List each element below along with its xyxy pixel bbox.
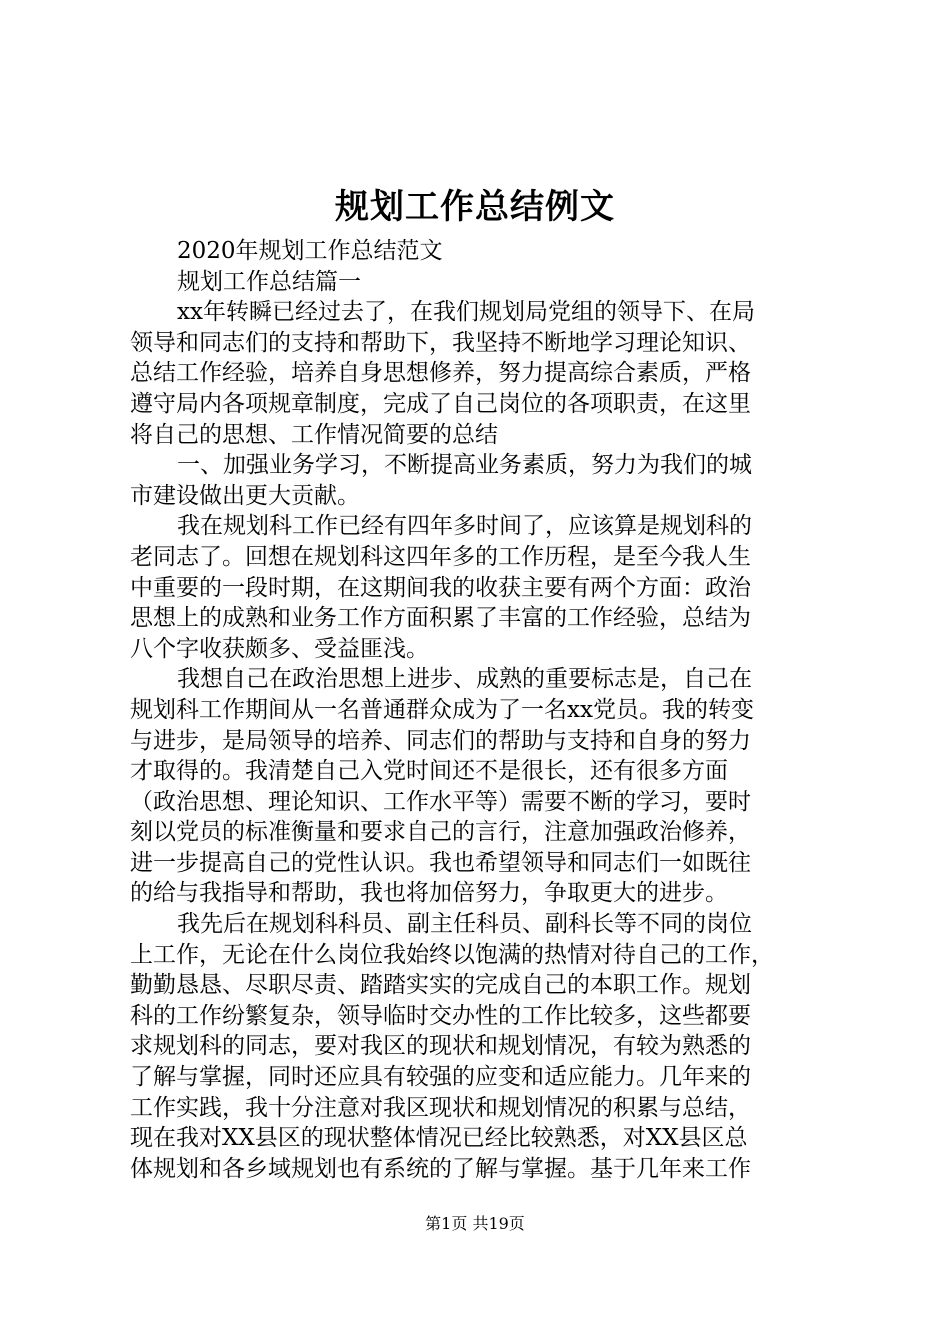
body-line: 老同志了。回想在规划科这四年多的工作历程，是至今我人生 [130,543,751,570]
body-line: xx年转瞬已经过去了，在我们规划局党组的领导下、在局 [177,299,755,326]
body-line: 中重要的一段时期，在这期间我的收获主要有两个方面：政治 [130,574,751,601]
body-line: 八个字收获颇多、受益匪浅。 [130,635,429,662]
body-line: 一、加强业务学习，不断提高业务素质，努力为我们的城 [177,452,752,479]
body-line: 进一步提高自己的党性认识。我也希望领导和同志们一如既往 [130,849,751,876]
document-title: 规划工作总结例文 [335,187,615,227]
body-line: 体规划和各乡域规划也有系统的了解与掌握。基于几年来工作 [130,1155,751,1182]
body-line: 才取得的。我清楚自己入党时间还不是很长，还有很多方面 [130,758,728,785]
page-footer: 第1页 共19页 [425,1214,525,1233]
body-line: 工作实践，我十分注意对我区现状和规划情况的积累与总结， [130,1094,751,1121]
body-line: 规划科工作期间从一名普通群众成为了一名xx党员。我的转变 [130,696,754,723]
body-line: 科的工作纷繁复杂，领导临时交办性的工作比较多，这些都要 [130,1002,751,1029]
body-line: 刻以党员的标准衡量和要求自己的言行，注意加强政治修养， [130,819,751,846]
body-line: 遵守局内各项规章制度，完成了自己岗位的各项职责，在这里 [130,390,751,417]
body-line: （政治思想、理论知识、工作水平等）需要不断的学习，要时 [130,788,751,815]
body-line: 市建设做出更大贡献。 [130,482,360,509]
body-line: 领导和同志们的支持和帮助下，我坚持不断地学习理论知识、 [130,329,751,356]
body-line: 规划工作总结篇一 [177,268,361,295]
body-line: 我先后在规划科科员、副主任科员、副科长等不同的岗位 [177,911,752,938]
body-line: 现在我对XX县区的现状整体情况已经比较熟悉，对XX县区总 [130,1125,748,1152]
body-line: 求规划科的同志，要对我区的现状和规划情况，有较为熟悉的 [130,1033,751,1060]
body-line: 总结工作经验，培养自身思想修养，努力提高综合素质，严格 [130,360,751,387]
body-line: 将自己的思想、工作情况简要的总结 [130,421,498,448]
body-line: 与进步，是局领导的培养、同志们的帮助与支持和自身的努力 [130,727,751,754]
body-line: 勤勤恳恳、尽职尽责、踏踏实实的完成自己的本职工作。规划 [130,972,751,999]
body-line: 的给与我指导和帮助，我也将加倍努力，争取更大的进步。 [130,880,728,907]
body-line: 了解与掌握，同时还应具有较强的应变和适应能力。几年来的 [130,1064,751,1091]
document-body [130,236,830,1184]
body-line: 2020年规划工作总结范文 [177,238,443,264]
body-line: 我想自己在政治思想上进步、成熟的重要标志是，自己在 [177,666,752,693]
body-line: 我在规划科工作已经有四年多时间了，应该算是规划科的 [177,513,752,540]
body-line: 思想上的成熟和业务工作方面积累了丰富的工作经验，总结为 [130,605,751,632]
body-line: 上工作，无论在什么岗位我始终以饱满的热情对待自己的工作， [130,941,774,968]
